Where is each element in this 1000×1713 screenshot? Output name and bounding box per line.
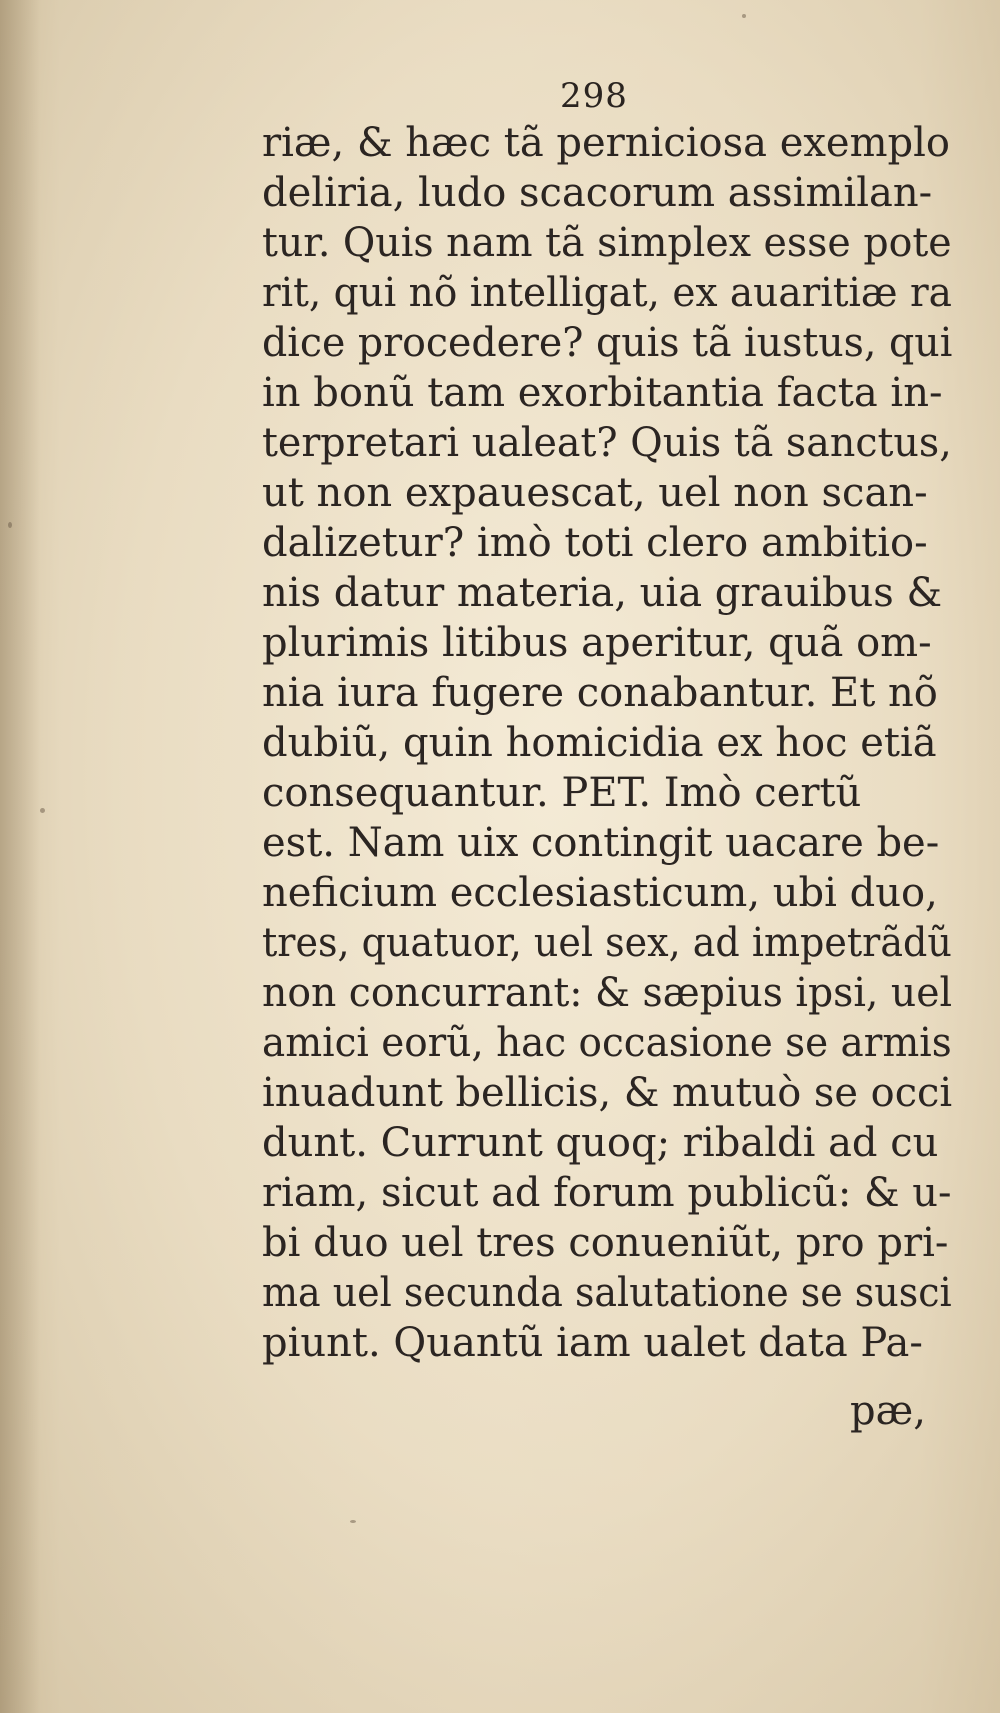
- text-line: bi duo uel tres conueniũt, pro pri-: [262, 1220, 949, 1266]
- text-line: ma uel secunda salutatione se susci: [262, 1270, 952, 1316]
- catchword: pæ,: [850, 1388, 926, 1434]
- text-line: non concurrant: & sæpius ipsi, uel: [262, 970, 953, 1016]
- text-line: terpretari ualeat? Quis tã sanctus,: [262, 420, 952, 466]
- text-line: est. Nam uix contingit uacare be-: [262, 820, 940, 866]
- paper-speck: [742, 14, 746, 18]
- text-line: deliria, ludo scacorum assimilan-: [262, 170, 933, 216]
- page-number: 298: [560, 76, 628, 116]
- paper-speck: [40, 808, 45, 813]
- text-line: piunt. Quantũ iam ualet data Pa-: [262, 1320, 923, 1366]
- text-line: amici eorũ, hac occasione se armis: [262, 1020, 952, 1066]
- text-line: dubiũ, quin homicidia ex hoc etiã: [262, 720, 937, 766]
- text-line: ut non expauescat, uel non scan-: [262, 470, 928, 516]
- text-line: nis datur materia, uia grauibus &: [262, 570, 943, 616]
- text-line: tres, quatuor, uel sex, ad impetrãdũ: [262, 920, 952, 966]
- text-line: in bonũ tam exorbitantia facta in-: [262, 370, 943, 416]
- gutter-shadow: [0, 0, 40, 1713]
- text-line: dice procedere? quis tã iustus, qui: [262, 320, 953, 366]
- text-line: rit, qui nõ intelligat, ex auaritiæ ra: [262, 270, 952, 316]
- text-line: nia iura fugere conabantur. Et nõ: [262, 670, 938, 716]
- body-text: [262, 118, 952, 1368]
- text-line: neficium ecclesiasticum, ubi duo,: [262, 870, 938, 916]
- text-line: consequantur. PET. Imò certũ: [262, 770, 862, 816]
- text-line: dunt. Currunt quoq; ribaldi ad cu: [262, 1120, 939, 1166]
- paper-speck: [350, 1520, 356, 1523]
- text-line: tur. Quis nam tã simplex esse pote: [262, 220, 952, 266]
- text-line: riam, sicut ad forum publicũ: & u-: [262, 1170, 952, 1216]
- text-line: inuadunt bellicis, & mutuò se occi: [262, 1070, 953, 1116]
- text-line: plurimis litibus aperitur, quã om-: [262, 620, 932, 666]
- text-line: dalizetur? imò toti clero ambitio-: [262, 520, 928, 566]
- paper-speck: [8, 522, 12, 528]
- text-line: riæ, & hæc tã perniciosa exemplo: [262, 120, 951, 166]
